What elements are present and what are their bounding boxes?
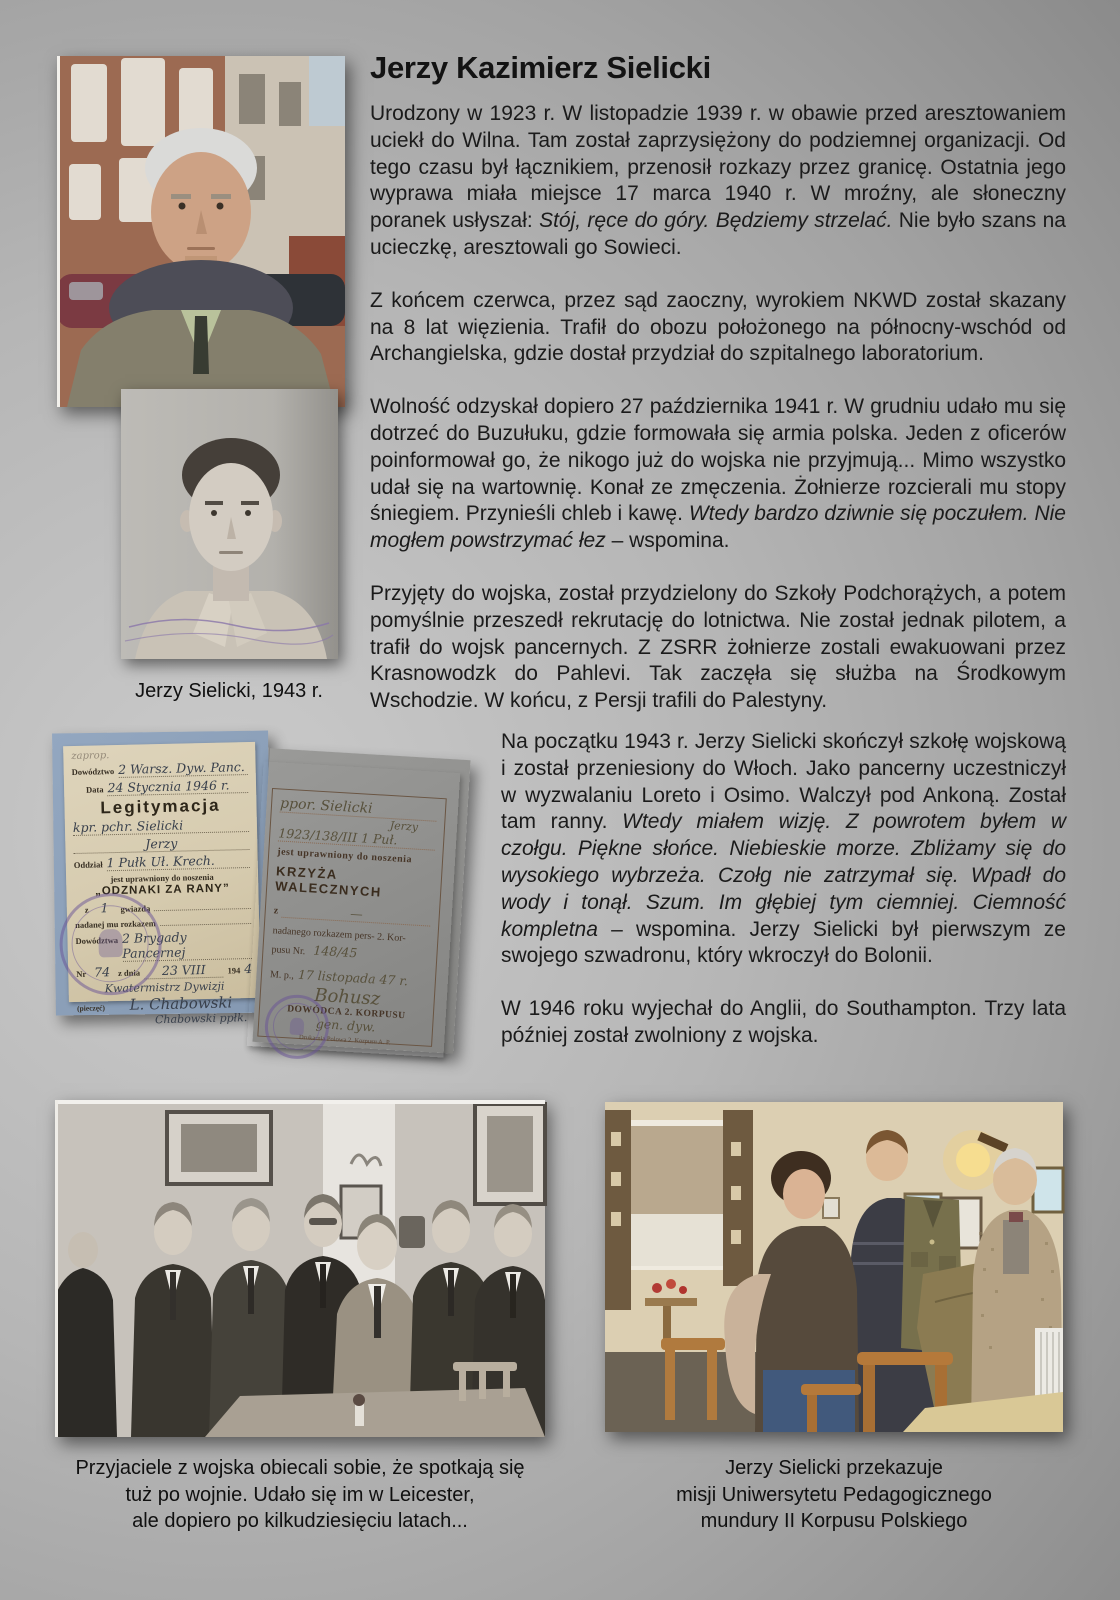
doc-holder-name: ppor. Sielicki xyxy=(280,795,438,821)
doc-pencil-note: zaprop. xyxy=(71,750,110,763)
doc-field-label: z xyxy=(84,904,89,915)
bio-paragraph-5 xyxy=(501,729,1066,970)
bio-quote: Wtedy bardzo dziwnie się poczułem. Nie mogłem powstrzymać łez xyxy=(370,502,1066,553)
document-krzyz-walecznych xyxy=(247,761,461,1057)
doc-field-label: gwiazdą xyxy=(120,903,151,914)
bio-text: – wspomina. Jerzy Sielicki był pierwszym ze swojego szwadronu, który wkroczył do Bolonii. xyxy=(501,917,1066,968)
document-legitymacja-mount xyxy=(52,731,272,1027)
bio-text: – wspomina. xyxy=(605,529,730,553)
photo-caption-line: Przyjaciele z wojska obiecali sobie, że spotkają się xyxy=(75,1457,525,1479)
doc-badge-name: KRZYŻA WALECZNYCH xyxy=(274,863,383,900)
bio-paragraph-6: W 1946 roku wyjechał do Anglii, do Southampton. Trzy lata później został zwolniony z wojska. xyxy=(501,997,1066,1047)
doc-holder-firstname: Jerzy xyxy=(389,819,419,834)
doc-field-value: 1 Pułk Uł. Krech. xyxy=(106,852,250,871)
doc-entitled-line: jest uprawniony do noszenia xyxy=(276,846,413,866)
document-legitymacja xyxy=(63,742,261,1027)
doc-signature: Bohusz xyxy=(313,984,381,1010)
doc-field-value: — xyxy=(282,902,431,927)
bio-text: Wolność odzyskał dopiero 27 października 1941 r. W grudniu udało mu się dotrzeć do Buzułuku, gdzie formowała się armia polska. Jeden z oficerów poinformował go, że nikogo już do wojska nie przyjmują... Mimo wszystko udał się na wartownię. Konał ze zmęczenia. Żołnierze rozcierali mu stopy śniegiem. Przynieśli chleb i kawę. xyxy=(370,395,1066,526)
page-title: Jerzy Kazimierz Sielicki xyxy=(370,50,711,85)
doc-field-label: 194 xyxy=(227,965,241,976)
doc-seal-label: (pieczęć) xyxy=(76,1003,106,1013)
doc-badge-name: „ODZNAKI ZA RANY” xyxy=(94,882,230,898)
bio-text: Urodzony w 1923 r. W listopadzie 1939 r. w obawie przed aresztowaniem uciekł do Wilna. Tam został zaprzysiężony do podziemnej organizacji. Od tego czasu był łącznikiem, przenosił rozkazy przez granicę. Ostatnia jego wyprawa miała miejsce 17 marca 1940 r. W mroźny, ale słoneczny poranek usłyszał: xyxy=(370,102,1066,233)
doc-field-label: z xyxy=(273,905,279,917)
doc-dotted-line xyxy=(160,923,251,926)
doc-signature: L. Chabowski xyxy=(129,993,233,1014)
doc-field-label: nadanej mu rozkazem xyxy=(75,918,156,930)
doc-field-label: Oddział xyxy=(73,859,103,870)
bio-paragraph-1 xyxy=(370,101,1066,262)
photo-caption-line: ale dopiero po kilkudziesięciu latach... xyxy=(132,1510,468,1532)
doc-title: Legitymacja xyxy=(100,795,221,818)
photo-group-veterans xyxy=(55,1100,545,1437)
doc-field-label: Dowództwo xyxy=(71,766,115,778)
bio-paragraph-4: Przyjęty do wojska, został przydzielony do Szkoły Podchorążych, a potem pomyślnie przeszedł rekrutację do lotnictwa. Nie został jednak pilotem, a trafił do wojsk pancernych. Z ZSRR żołnierze zostali ewakuowani przez Krasnowodzk do Pahlevi. Tak zaczęła się służba na Środkowym Wschodzie. W końcu, z Persji trafili do Palestyny. xyxy=(370,581,1066,713)
elderly-man-photo-illustration xyxy=(57,56,345,407)
photo-caption-line: misji Uniwersytetu Pedagogicznego xyxy=(676,1483,992,1506)
young-soldier-portrait-illustration xyxy=(121,389,338,659)
doc-field-label: Dowództwa xyxy=(75,935,119,946)
doc-field-value: 23 VIII xyxy=(144,962,224,980)
doc-service-number: 1923/138/III 1 Puł. xyxy=(278,825,436,850)
doc-field-value: 4 xyxy=(244,960,253,977)
bio-quote: Stój, ręce do góry. Będziemy strzelać. xyxy=(539,209,893,233)
caption-portrait: Jerzy Sielicki, 1943 r. xyxy=(135,680,323,702)
bio-paragraph-2: Z końcem czerwca, przez sąd zaoczny, wyrokiem NKWD został skazany na 8 lat więzienia. Trafił do obozu położonego na północny-wschód od Archangielska, gdzie dostał przydział do szpitalnego laboratorium. xyxy=(370,288,1066,366)
bio-text: Na początku 1943 r. Jerzy Sielicki skończył szkołę wojskową i został przeniesiony do Włoch. Jako pancerny uczestniczył w wyzwalaniu Loreto i Osimo. Walczył pod Ankoną. Został tam ranny. xyxy=(501,730,1066,834)
doc-quartermaster-line: Kwatermistrz Dywizji xyxy=(104,979,225,996)
photo-uniform-handover xyxy=(605,1102,1063,1432)
doc-field-value: 24 Stycznia 1946 r. xyxy=(107,777,248,796)
doc-holder-name: kpr. pchr. Sielicki xyxy=(73,816,249,836)
bio-column-2 xyxy=(501,729,1066,1076)
doc-order-number: 148/45 xyxy=(312,942,358,961)
doc-entitled-line: jest uprawniony do noszenia xyxy=(110,871,214,885)
photo-caption-line: tuż po wojnie. Udało się im w Leicester, xyxy=(125,1483,475,1506)
doc-field-label: Data xyxy=(85,784,104,795)
doc-field-value: 2 Brygady Pancernej xyxy=(122,928,252,962)
photo-caption-line: mundury II Korpusu Polskiego xyxy=(700,1510,968,1532)
doc-dotted-line xyxy=(154,908,251,911)
doc-holder-firstname: Jerzy xyxy=(73,834,249,854)
bio-column xyxy=(370,101,1066,741)
doc-field-label: Nr xyxy=(76,968,87,979)
veterans-group-illustration xyxy=(55,1100,545,1437)
caption-group xyxy=(55,1455,545,1535)
photo-caption-line: Jerzy Sielicki przekazuje xyxy=(725,1457,943,1479)
photo-portrait-1943 xyxy=(121,389,338,659)
photo-elderly-man xyxy=(57,56,345,407)
doc-field-label: z dnia xyxy=(117,967,141,979)
doc-signature-name: Chabowski ppłk. xyxy=(154,1011,248,1027)
doc-field-value: 1 xyxy=(100,900,109,916)
doc-order-line-1: nadanego rozkazem pers- 2. Kor- xyxy=(272,925,407,945)
doc-field-value: 74 xyxy=(93,964,111,980)
doc-date-value: 17 listopada 47 r. xyxy=(297,966,409,989)
doc-commander-title: DOWÓDCA 2. KORPUSU xyxy=(286,1004,406,1022)
doc-order-line-2: pusu Nr. xyxy=(271,944,306,958)
bio-paragraph-3 xyxy=(370,394,1066,555)
documents-photo xyxy=(40,712,460,1047)
bio-text: Nie było szans na ucieczkę, aresztowali go Sowieci. xyxy=(370,209,1066,259)
doc-field-value: 2 Warsz. Dyw. Panc. xyxy=(118,759,248,778)
doc-printer-line: Drukarnia Polowa 2. Korpusu A. P. xyxy=(298,1033,391,1047)
uniform-handover-illustration xyxy=(605,1102,1063,1432)
doc-place-label: M. p., xyxy=(269,969,295,982)
document-krzyz-inner xyxy=(257,788,446,1047)
bio-quote: Wtedy miałem wizję. Z powrotem byłem w czołgu. Piękne słońce. Niebieskie morze. Zbliżamy się do wysokiego wybrzeża. Czołg nie zatrzymał się. Wpadł do wody i tonął. Szum. Im głębiej tym ciemniej. Ciemność kompletna xyxy=(501,810,1067,941)
caption-handover xyxy=(605,1455,1063,1535)
doc-rank: gen. dyw. xyxy=(315,1015,376,1035)
